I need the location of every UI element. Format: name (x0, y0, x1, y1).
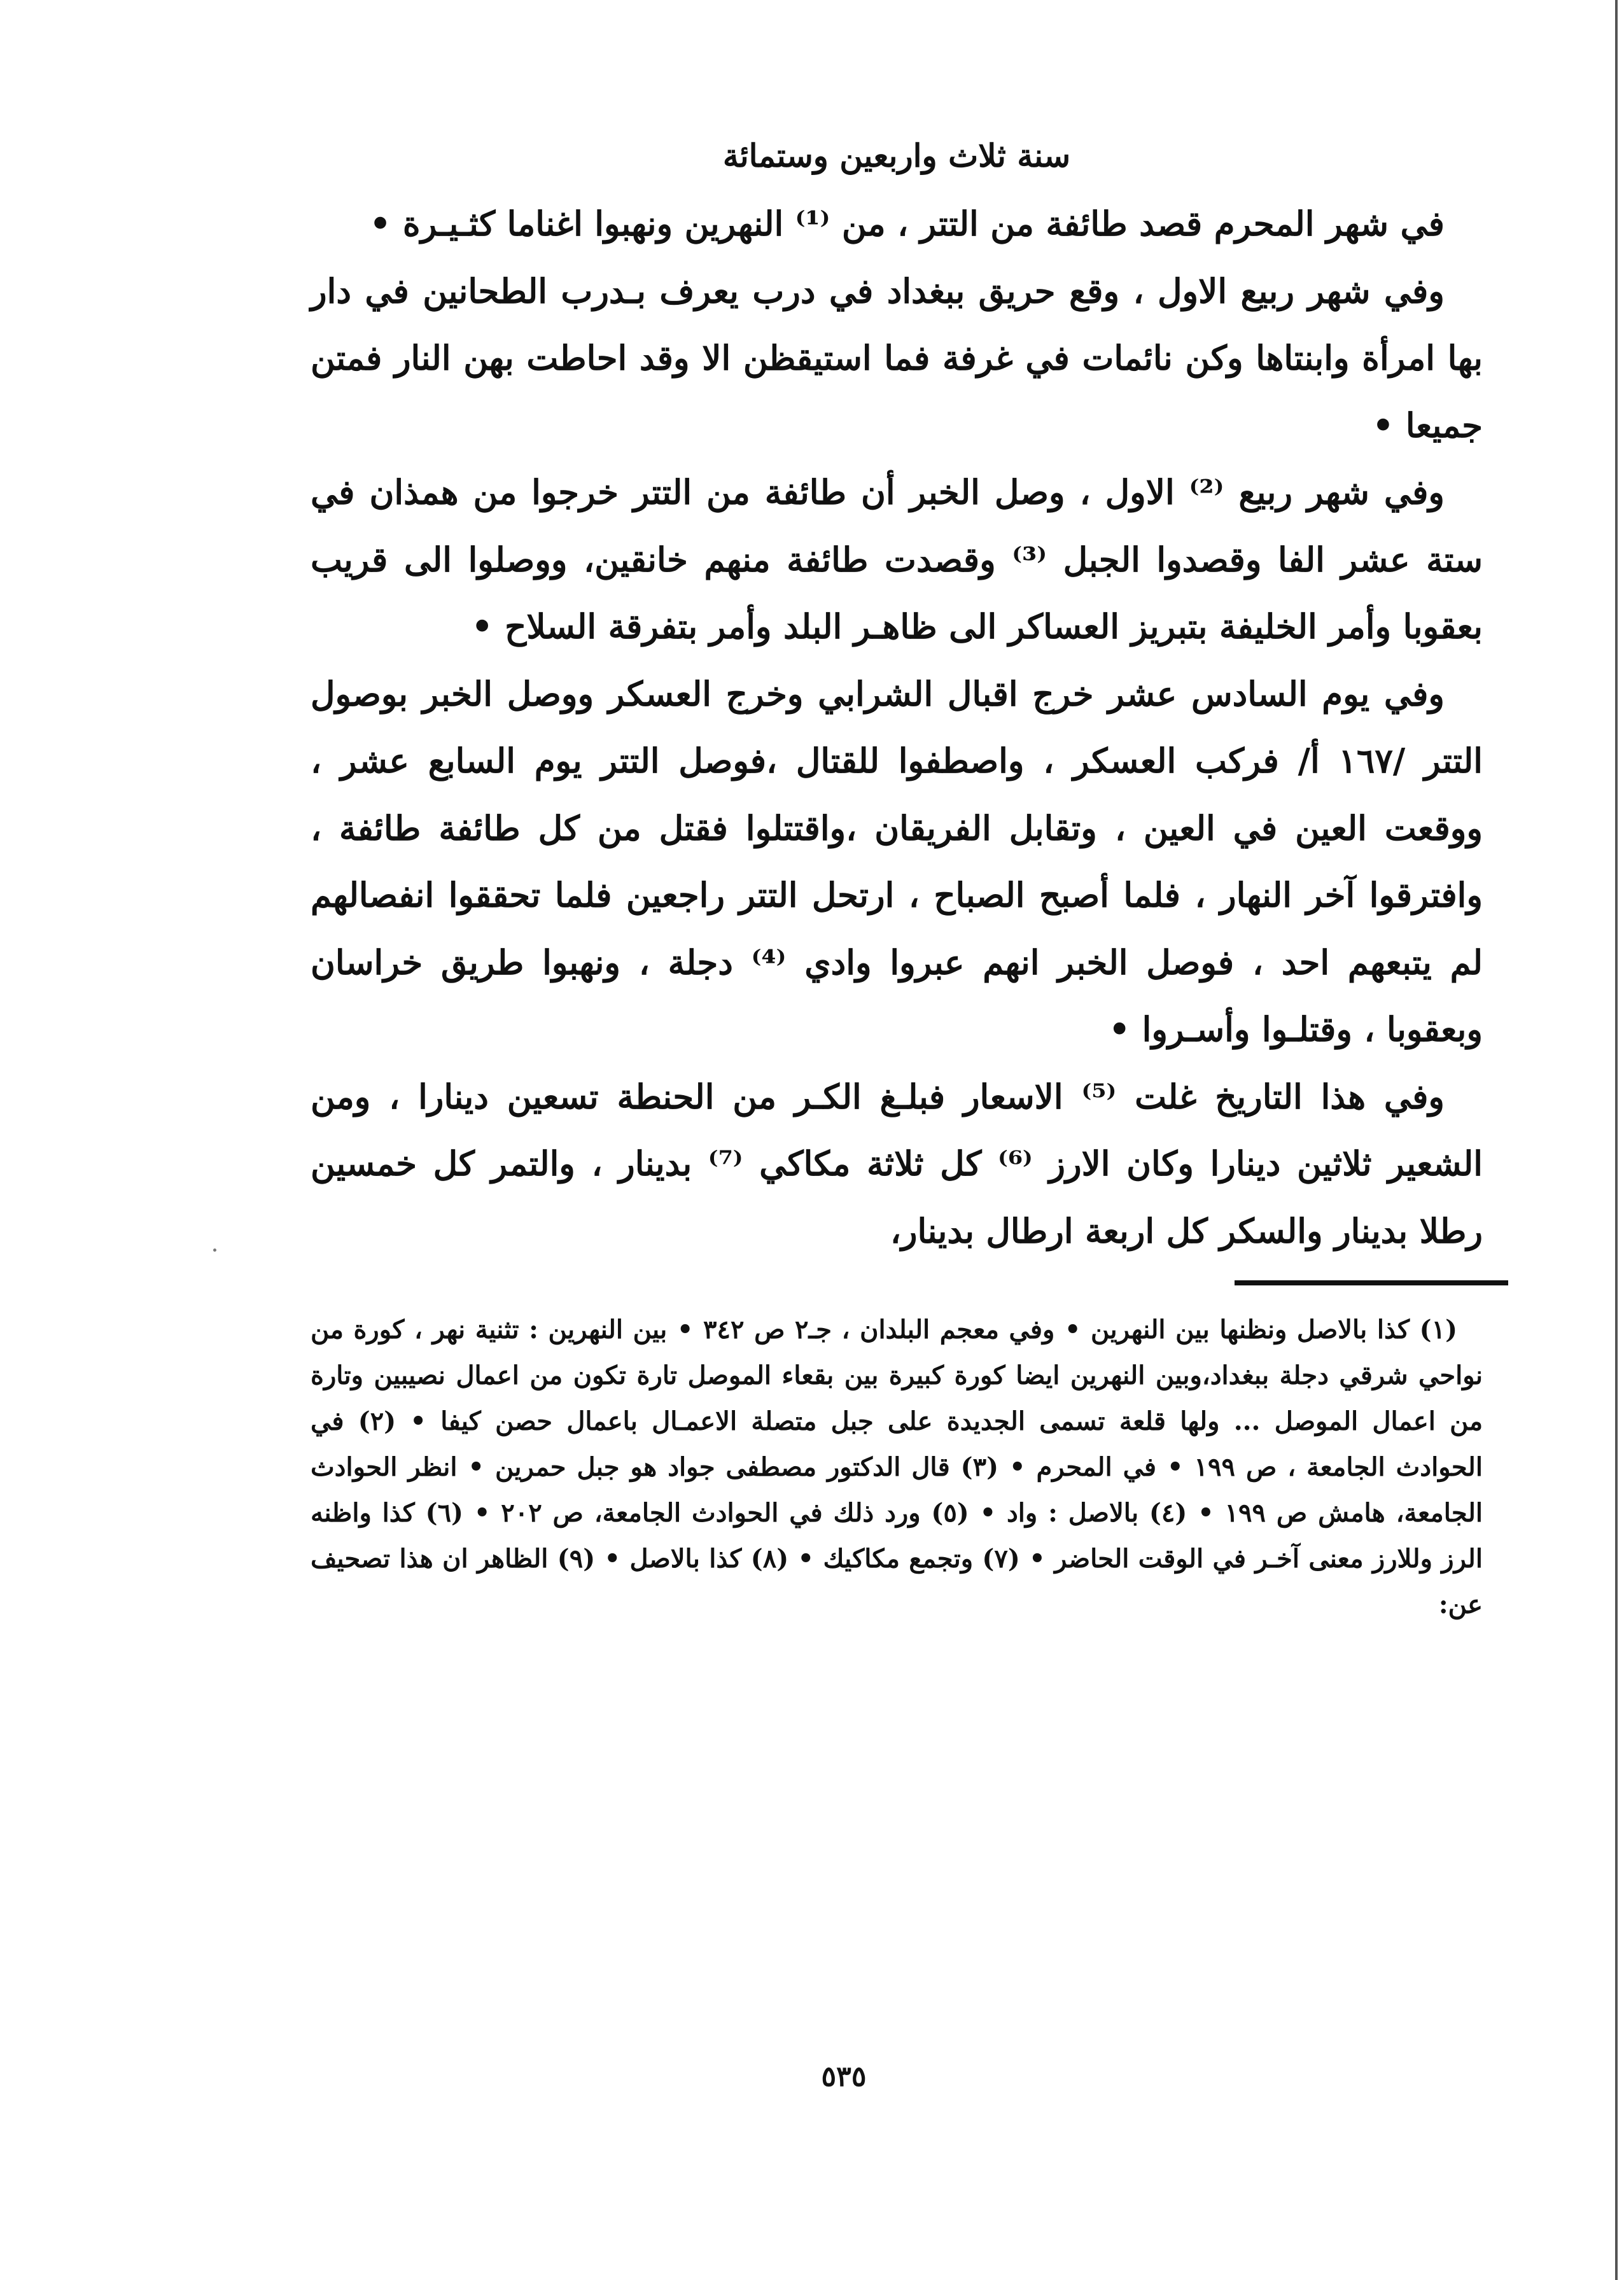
document-page (311, 127, 1483, 1628)
footnotes (311, 1307, 1483, 1628)
page-number: ٥٣٥ (821, 2060, 867, 2093)
footnotes-text: (١) كذا بالاصل ونظنها بين النهرين • وفي معجم البلدان ، جـ٢ ص ٣٤٢ • بين النهرين : تثنية نهر ، كورة من نواحي شرقي دجلة ببغداد،وبين النهرين ايضا كورة كبيرة بين بقعاء الموصل تارة تكون من اعمال نصيبين وتارة من اعمال الموصل ... ولها قلعة تسمى الجديدة على جبل متصلة الاعمـال باعمال حصن كيفا • (٢) في الحوادث الجامعة ، ص ١٩٩ • في المحرم • (٣) قال الدكتور مصطفى جواد هو جبل حمرين • انظر الحوادث الجامعة، هامش ص ١٩٩ • (٤) بالاصل : واد • (٥) ورد ذلك في الحوادث الجامعة، ص ٢٠٢ • (٦) كذا واظنه الرز وللارز معنى آخـر في الوقت الحاضر • (٧) وتجمع مكاكيك • (٨) كذا بالاصل • (٩) الظاهر ان هذا تصحيف عن: (311, 1315, 1483, 1619)
scan-speck (213, 1248, 216, 1252)
paragraph-4: وفي يوم السادس عشر خرج اقبال الشرابي وخرج العسكر ووصل الخبر بوصول التتر /١٦٧ أ/ فركب العسكر ، واصطفوا للقتال ،فوصل التتر يوم السابع عشر ، ووقعت العين في العين ، وتقابل الفريقان ،واقتتلوا فقتل من كل طائفة طائفة ، وافترقوا آخر النهار ، فلما أصبح الصباح ، ارتحل التتر راجعين فلما تحققوا انفصالهم لم يتبعهم احد ، فوصل الخبر انهم عبروا وادي ⁽⁴⁾ دجلة ، ونهبوا طريق خراسان وبعقوبا ، وقتلـوا وأسـروا • (311, 674, 1483, 1049)
body-text (311, 191, 1483, 1265)
chapter-title: سنة ثلاث واربعين وستمائة (722, 137, 1071, 174)
footnote-separator (1235, 1280, 1508, 1285)
page-edge-rule (1615, 0, 1618, 2280)
paragraph-3: وفي شهر ربيع ⁽²⁾ الاول ، وصل الخبر أن طائفة من التتر خرجوا من همذان في ستة عشر الفا وقصدوا الجبل ⁽³⁾ وقصدت طائفة منهم خانقين، ووصلوا الى قريب بعقوبا وأمر الخليفة بتبريز العساكر الى ظاهـر البلد وأمر بتفرقة السلاح • (311, 473, 1483, 647)
paragraph-1: في شهر المحرم قصد طائفة من التتر ، من ⁽¹⁾ النهرين ونهبوا اغناما كثـيـرة • (369, 204, 1445, 244)
paragraph-5: وفي هذا التاريخ غلت ⁽⁵⁾ الاسعار فبلـغ الكـر من الحنطة تسعين دينارا ، ومن الشعير ثلاثين دينارا وكان الارز ⁽⁶⁾ كل ثلاثة مكاكي ⁽⁷⁾ بدينار ، والتمر كل خمسين رطلا بدينار والسكر كل اربعة ارطال بدينار، (311, 1077, 1483, 1251)
paragraph-2: وفي شهر ربيع الاول ، وقع حريق ببغداد في درب يعرف بـدرب الطحانين في دار بها امرأة وابنتاها وكن نائمات في غرفة فما استيقظن الا وقد احاطت بهن النار فمتن جميعا • (311, 271, 1483, 445)
